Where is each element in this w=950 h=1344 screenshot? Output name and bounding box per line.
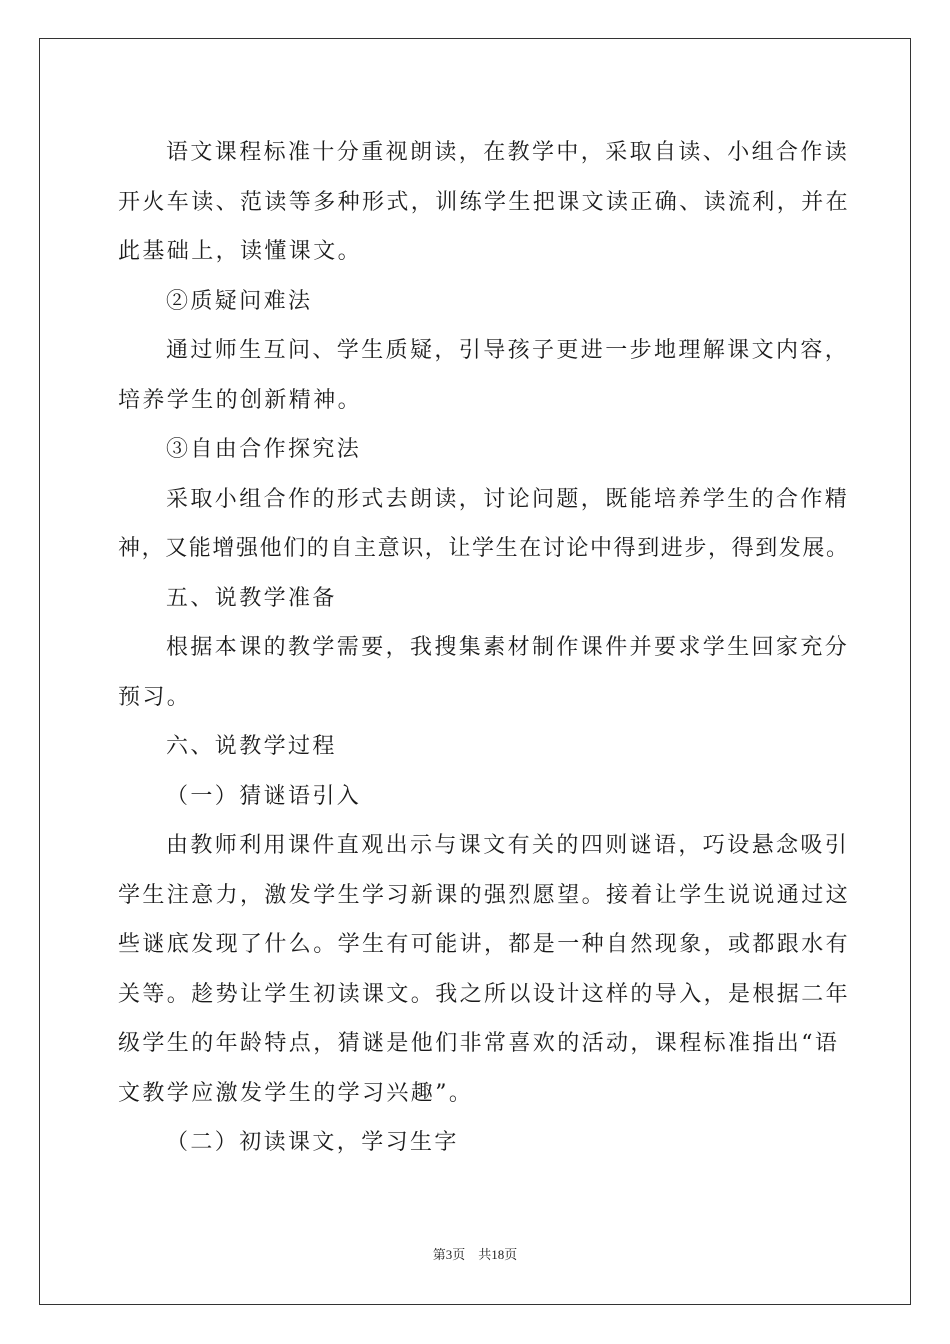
paragraph-line: 级学生的年龄特点，猜谜是他们非常喜欢的活动，课程标准指出“语 <box>118 1031 840 1056</box>
subsection-heading: （二）初读课文，学习生字 <box>166 1130 459 1155</box>
paragraph-line: 通过师生互问、学生质疑，引导孩子更进一步地理解课文内容， <box>166 338 850 363</box>
method-heading: ②质疑问难法 <box>166 288 313 314</box>
method-heading: ③自由合作探究法 <box>166 437 362 462</box>
section-heading: 六、说教学过程 <box>166 734 337 759</box>
page-total: 共18页 <box>478 1247 518 1262</box>
paragraph-line: 预习。 <box>118 684 192 710</box>
paragraph-line: 文教学应激发学生的学习兴趣”。 <box>118 1080 474 1106</box>
document-body <box>118 128 851 1168</box>
paragraph-line: 由教师利用课件直观出示与课文有关的四则谜语，巧设悬念吸引 <box>166 833 850 858</box>
paragraph-line: 些谜底发现了什么。学生有可能讲，都是一种自然现象，或都跟水有 <box>118 932 851 957</box>
page-number: 第3页 <box>432 1247 466 1262</box>
paragraph-line: 开火车读、范读等多种形式，训练学生把课文读正确、读流利，并在 <box>118 189 851 215</box>
paragraph-line: 根据本课的教学需要，我搜集素材制作课件并要求学生回家充分 <box>166 635 850 660</box>
paragraph-line: 学生注意力，激发学生学习新课的强烈愿望。接着让学生说说通过这 <box>118 882 851 908</box>
paragraph-line: 语文课程标准十分重视朗读，在教学中，采取自读、小组合作读 <box>166 140 850 165</box>
paragraph-line: 培养学生的创新精神。 <box>118 387 363 413</box>
subsection-heading: （一）猜谜语引入 <box>166 783 362 809</box>
page-footer <box>0 1244 950 1263</box>
paragraph-line: 采取小组合作的形式去朗读，讨论问题，既能培养学生的合作精 <box>166 486 850 512</box>
paragraph-line: 关等。趁势让学生初读课文。我之所以设计这样的导入，是根据二年 <box>118 981 851 1007</box>
paragraph-line: 此基础上，读懂课文。 <box>118 239 363 264</box>
section-heading: 五、说教学准备 <box>166 585 337 611</box>
paragraph-line: 神，又能增强他们的自主意识，让学生在讨论中得到进步，得到发展。 <box>118 536 850 561</box>
